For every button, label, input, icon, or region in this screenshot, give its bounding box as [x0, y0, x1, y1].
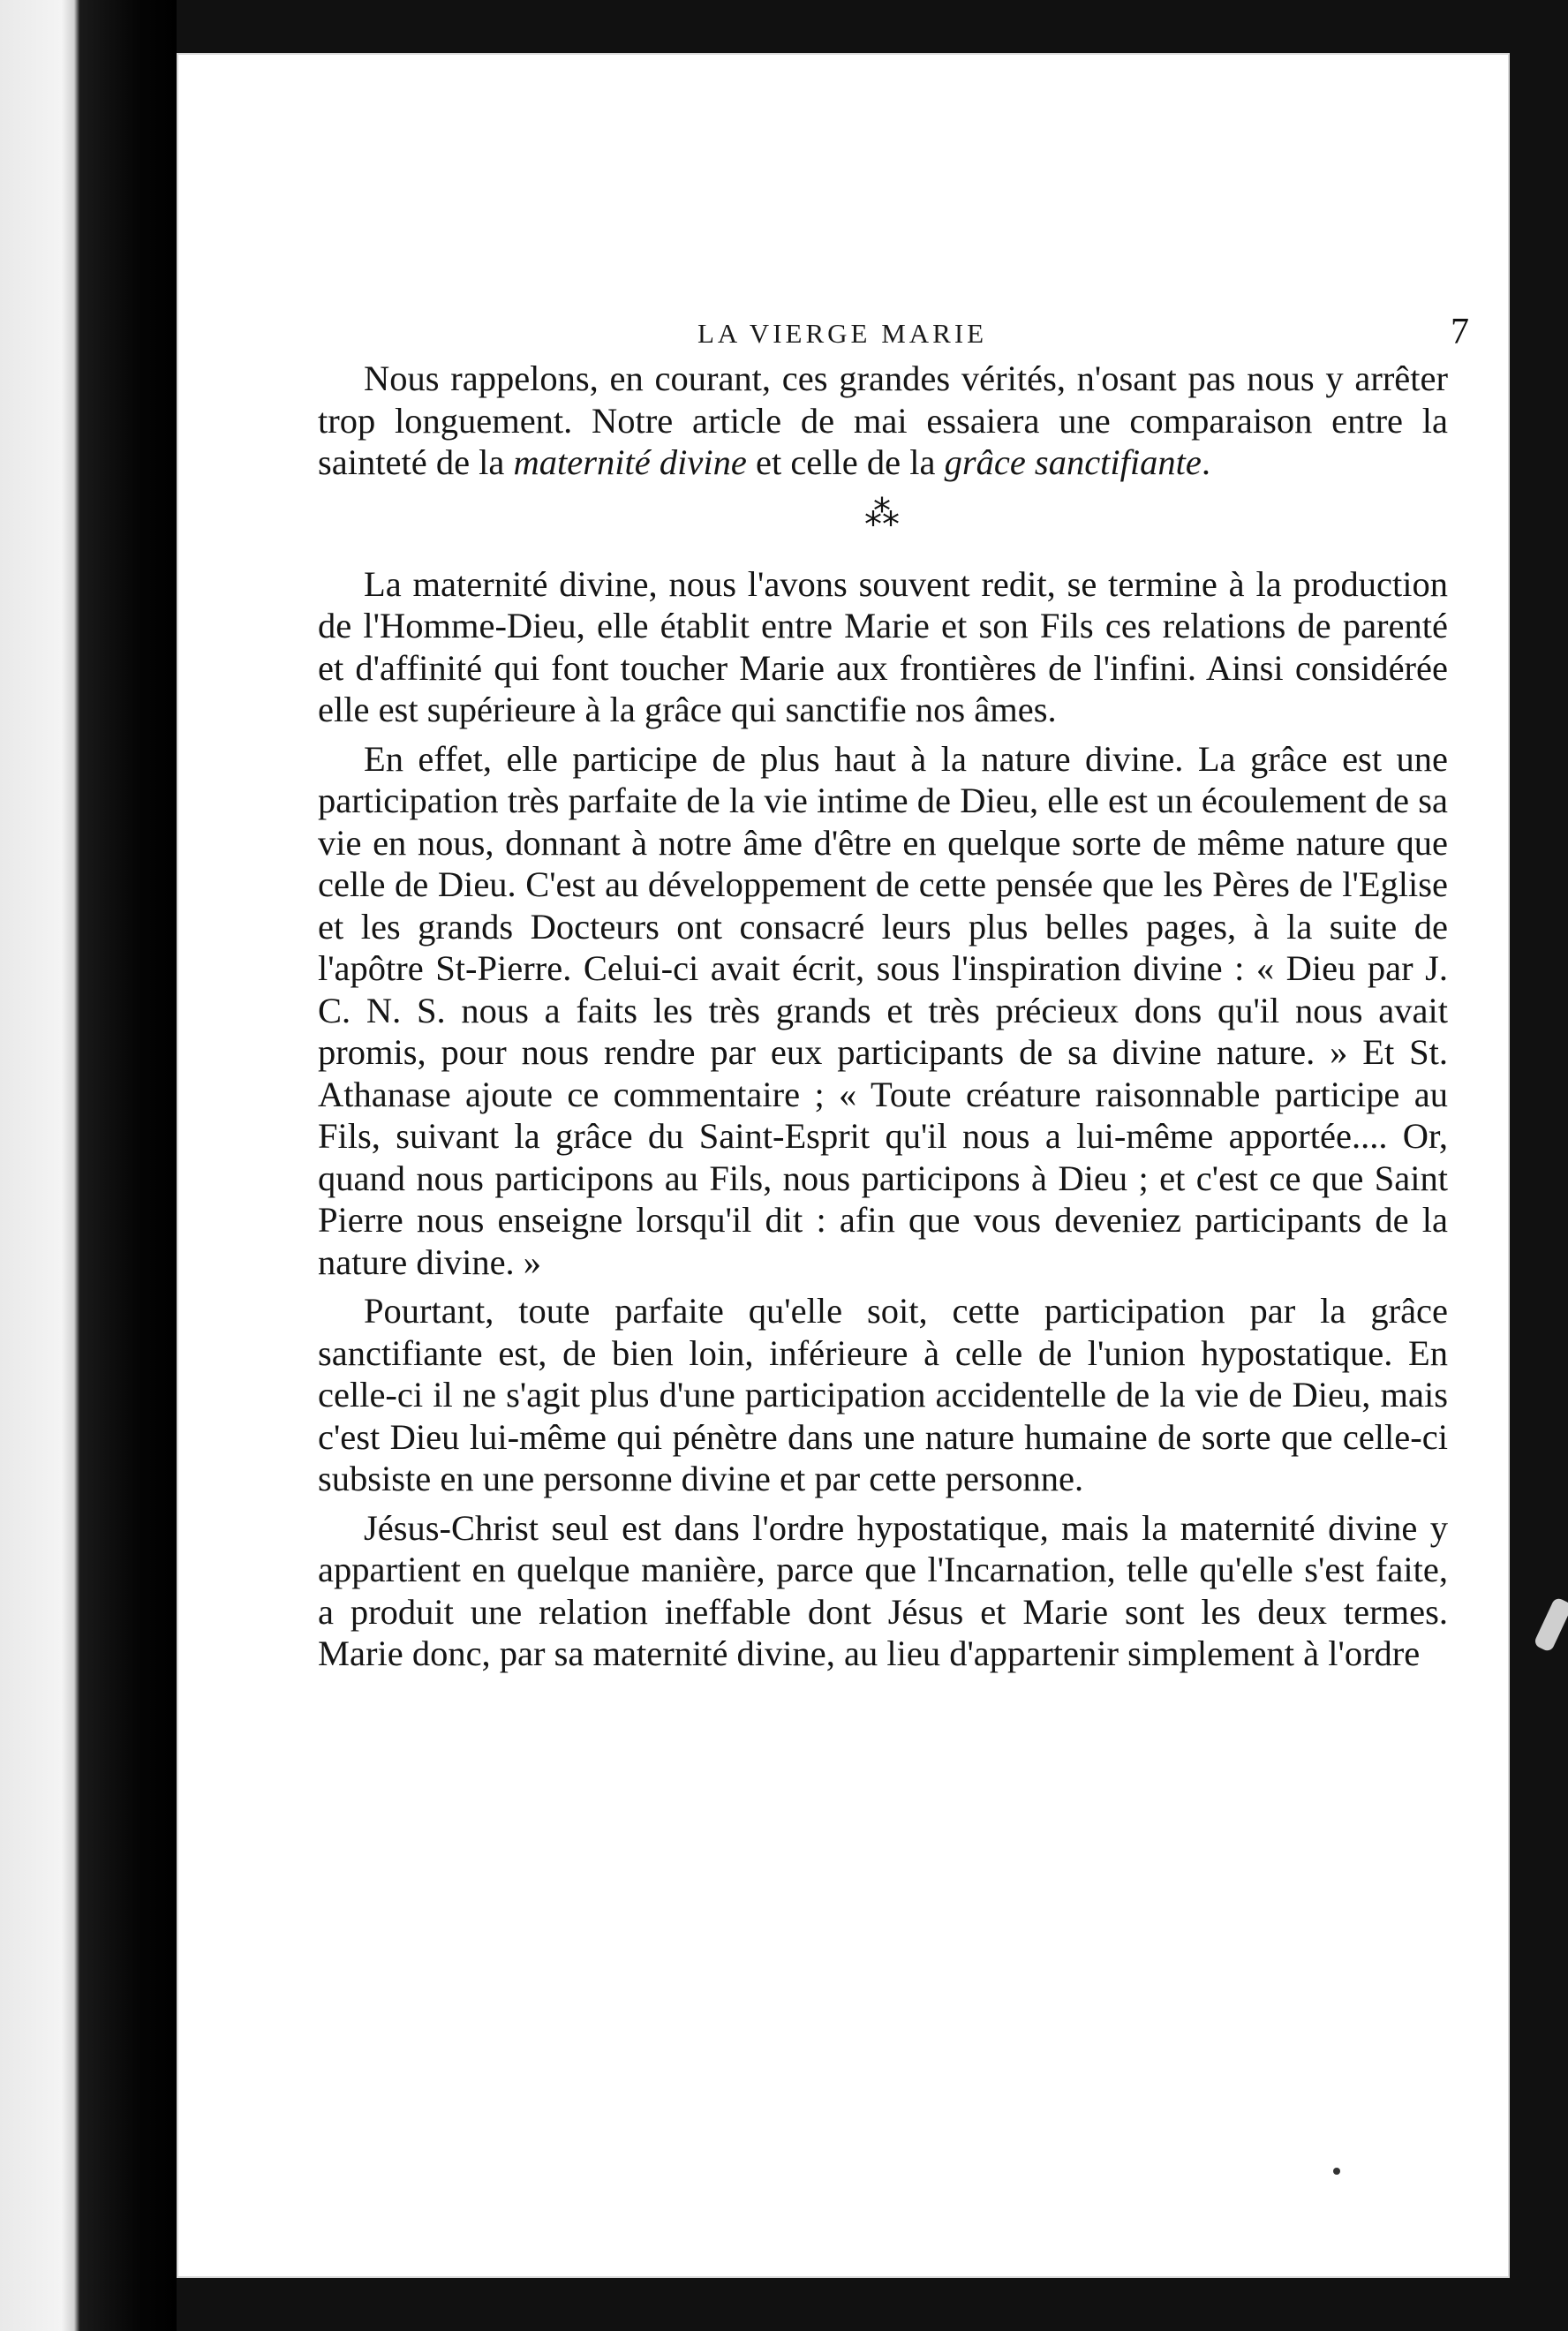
emphasis-grace-sanctifiante: grâce sanctifiante	[944, 442, 1202, 482]
book-edge	[0, 0, 79, 2331]
page-sheet	[177, 53, 1510, 2278]
page-text	[318, 358, 1448, 1675]
paragraph-4: Pourtant, toute parfaite qu'elle soit, cette participation par la grâce sanctifiante est, de bien loin, inférieure à celle de l'union hypostatique. En celle-ci il ne s'agit plus d'une participation accidentelle de la vie de Dieu, mais c'est Dieu lui-même qui pénètre dans une nature humaine de sorte que celle-ci subsiste en une personne divine et par cette personne.	[318, 1291, 1448, 1498]
paragraph-1-text-b: et celle de la	[746, 442, 945, 482]
paragraph-5: Jésus-Christ seul est dans l'ordre hypostatique, mais la maternité divine y appartient en quelque manière, parce que l'Incarnation, telle qu'elle s'est faite, a produit une relation ineffable dont Jésus et Marie sont les deux termes. Marie donc, par sa maternité divine, au lieu d'appartenir simplement à l'ordre	[318, 1507, 1448, 1673]
paragraph-3: En effet, elle participe de plus haut à la nature divine. La grâce est une participation très parfaite de la vie intime de Dieu, elle est un écoulement de sa vie en nous, donnant à notre âme d'être en quelque sorte de même nature que celle de Dieu. C'est au développement de cette pensée que les Pères de l'Eglise et les grands Docteurs ont consacré leurs plus belles pages, à la suite de l'apôtre St-Pierre. Celui-ci avait écrit, sous l'inspiration divine : « Dieu par J. C. N. S. nous a faits les très grands et très précieux dons qu'il nous avait promis, pour nous rendre par eux participants de sa divine nature. » Et St. Athanase ajoute ce commentaire ; « Toute créature raisonnable participe au Fils, suivant la grâce du Saint-Esprit qu'il nous a lui-même apportée.... Or, quand nous participons au Fils, nous participons à Dieu ; et c'est ce que Saint Pierre nous enseigne lorsqu'il dit : afin que vous deveniez participants de la nature divine. »	[318, 738, 1448, 1282]
paragraph-2: La maternité divine, nous l'avons souvent redit, se termine à la production de l'Homme-Dieu, elle établit entre Marie et son Fils ces relations de parenté et d'affinité qui font toucher Marie aux frontières de l'infini. Ainsi considérée elle est supérieure à la grâce qui sanctifie nos âmes.	[318, 563, 1448, 729]
paragraph-1-text-a: Nous rappelons, en courant, ces grandes vérités, n'osant pas nous y arrêter trop longuement. Notre article de mai essaiera une comparaison entre la sainteté de la	[318, 358, 1448, 482]
running-head: LA VIERGE MARIE	[697, 318, 988, 349]
asterism-separator: ⁂	[864, 493, 901, 533]
scanner-artifact	[1533, 1596, 1568, 1653]
paragraph-1-text-c: .	[1201, 442, 1211, 482]
binding-shadow	[79, 0, 177, 2331]
paragraph-1	[318, 358, 1448, 484]
ink-speck	[1333, 2168, 1340, 2175]
emphasis-maternite-divine: maternité divine	[513, 442, 747, 482]
page-number: 7	[1451, 312, 1469, 352]
